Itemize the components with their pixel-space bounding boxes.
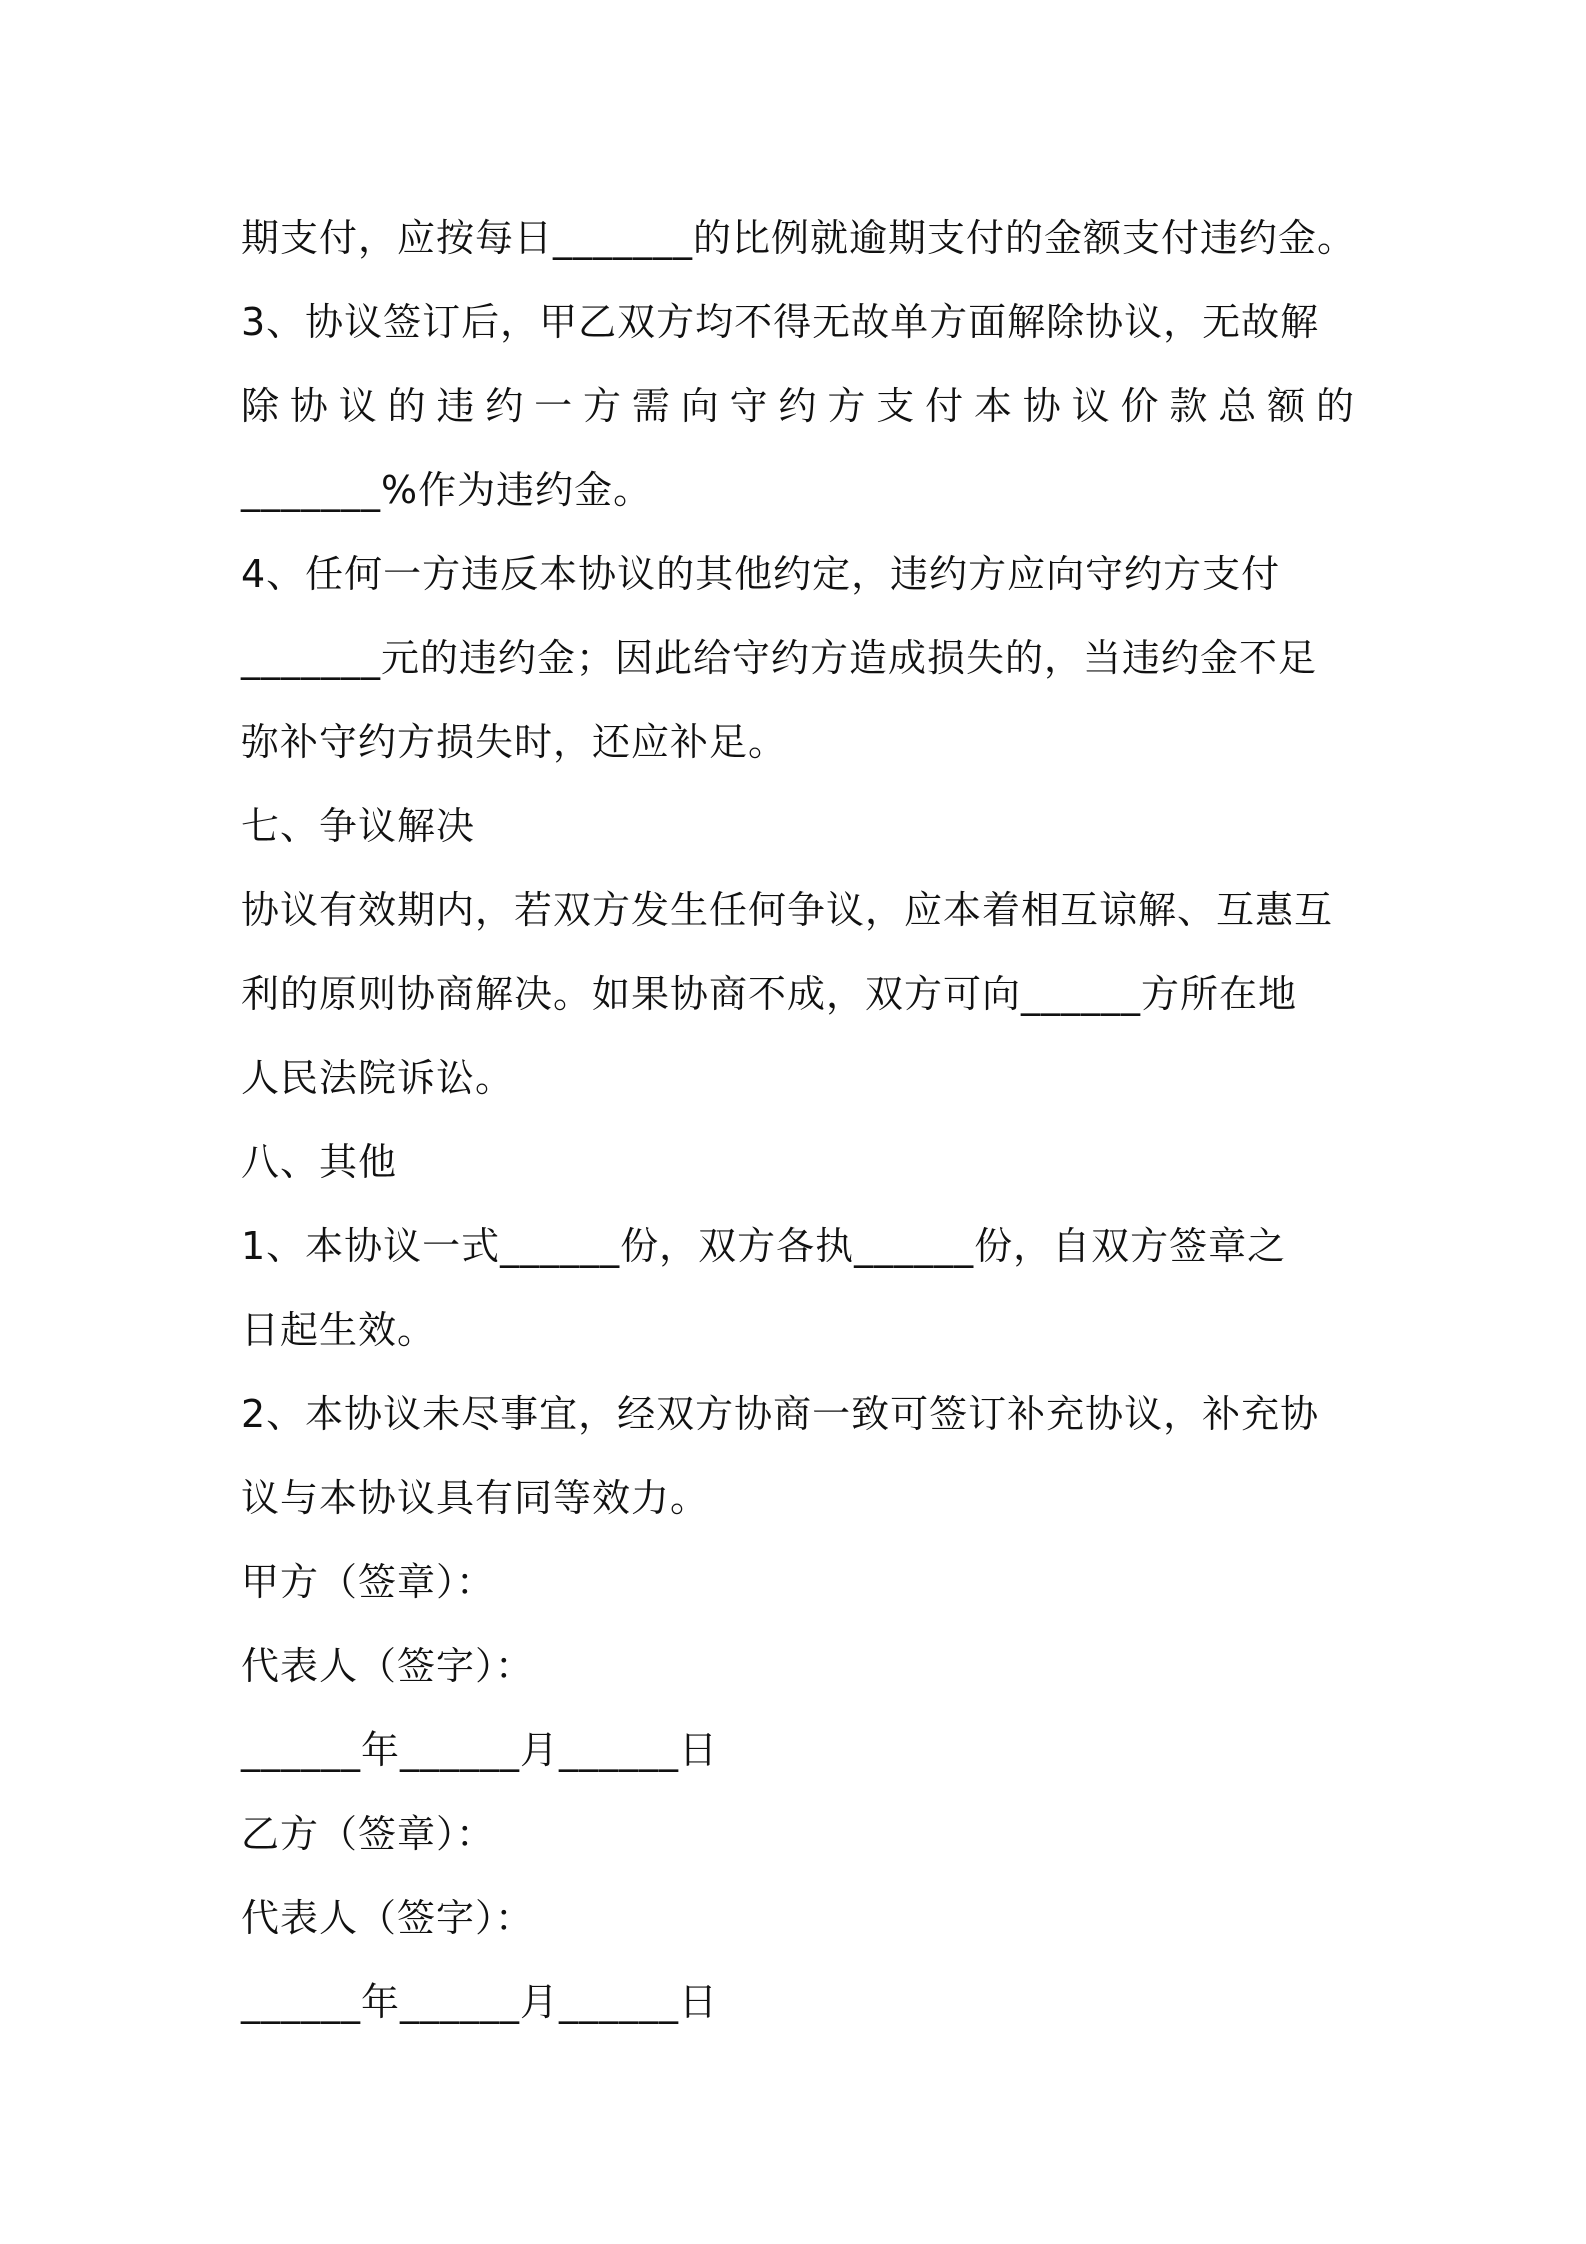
section-heading: 八、其他	[241, 1140, 398, 1184]
party-a-representative-label: 代表人（签字）：	[241, 1644, 535, 1688]
text-line: 期支付，应按每日_______的比例就逾期支付的金额支付违约金。	[241, 216, 1357, 260]
text-line: 3、协议签订后，甲乙双方均不得无故单方面解除协议，无故解	[241, 300, 1320, 344]
party-b-date-line: ______年______月______日	[241, 1980, 719, 2024]
text-line: 1、本协议一式______份，双方各执______份，自双方签章之	[241, 1224, 1287, 1268]
party-a-seal-label: 甲方（签章）：	[241, 1560, 496, 1604]
text-line: 议与本协议具有同等效力。	[241, 1476, 710, 1520]
text-line: 除协议的违约一方需向守约方支付本协议价款总额的	[241, 384, 1355, 428]
text-line: _______元的违约金；因此给守约方造成损失的，当违约金不足	[241, 636, 1318, 680]
text-line: 利的原则协商解决。如果协商不成，双方可向______方所在地	[241, 972, 1298, 1016]
text-line: 协议有效期内，若双方发生任何争议，应本着相互谅解、互惠互	[241, 888, 1334, 932]
text-line: 日起生效。	[241, 1308, 437, 1352]
text-line: 人民法院诉讼。	[241, 1056, 515, 1100]
party-b-seal-label: 乙方（签章）：	[241, 1812, 496, 1856]
text-line: _______%作为违约金。	[241, 468, 653, 512]
text-line: 2、本协议未尽事宜，经双方协商一致可签订补充协议，补充协	[241, 1392, 1320, 1436]
party-b-representative-label: 代表人（签字）：	[241, 1896, 535, 1940]
party-a-date-line: ______年______月______日	[241, 1728, 719, 1772]
document-body	[241, 196, 1361, 2044]
text-line: 4、任何一方违反本协议的其他约定，违约方应向守约方支付	[241, 552, 1281, 596]
section-heading: 七、争议解决	[241, 804, 476, 848]
text-line: 弥补守约方损失时，还应补足。	[241, 720, 788, 764]
